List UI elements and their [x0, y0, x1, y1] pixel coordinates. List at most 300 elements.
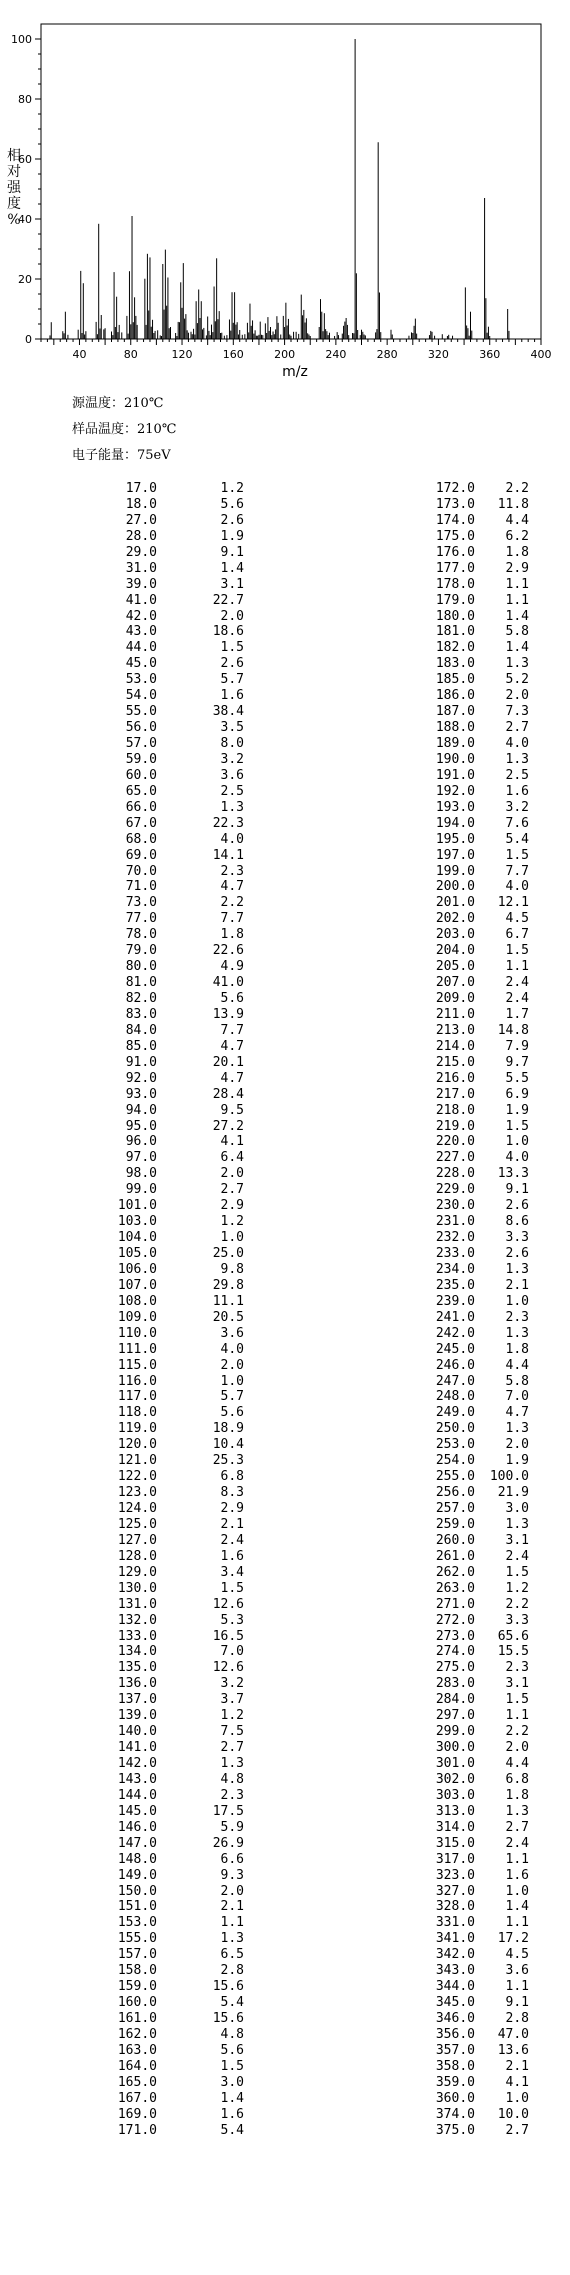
peak-row	[0, 561, 285, 577]
peak-row	[285, 1326, 570, 1342]
peak-mz: 141.0	[117, 1740, 157, 1756]
peak-intensity: 15.6	[212, 1979, 244, 1995]
peak-mz: 227.0	[435, 1150, 475, 1166]
peak-mz: 317.0	[435, 1851, 475, 1867]
peak-intensity: 22.3	[212, 815, 244, 831]
peak-mz: 124.0	[117, 1501, 157, 1516]
peak-intensity: 2.8	[220, 1963, 244, 1979]
peak-row	[285, 1405, 570, 1421]
y-axis-label	[7, 147, 22, 228]
peak-mz: 67.0	[125, 815, 157, 831]
peak-mz: 374.0	[435, 2106, 475, 2122]
peak-row	[0, 1182, 285, 1198]
peak-intensity: 7.7	[220, 1022, 244, 1038]
peak-mz: 55.0	[125, 704, 157, 720]
peak-mz: 96.0	[125, 1134, 157, 1150]
peak-row	[0, 1437, 285, 1453]
peak-row	[0, 1581, 285, 1597]
peak-row	[285, 513, 570, 529]
x-tick-label: 240	[325, 348, 347, 361]
peak-intensity: 8.3	[220, 1485, 244, 1501]
peak-mz: 29.0	[125, 544, 157, 560]
peak-intensity: 6.9	[505, 1086, 529, 1102]
peak-row	[0, 1549, 285, 1565]
peak-row	[285, 1549, 570, 1565]
peak-mz: 263.0	[435, 1580, 475, 1596]
peak-intensity: 1.3	[505, 1421, 529, 1437]
peak-mz: 255.0	[435, 1469, 475, 1485]
peak-intensity: 1.2	[220, 1708, 244, 1724]
peak-mz: 343.0	[435, 1963, 475, 1979]
peak-mz: 91.0	[125, 1054, 157, 1070]
peak-intensity: 5.6	[220, 1405, 244, 1421]
peak-row	[0, 720, 285, 736]
peak-intensity: 4.7	[505, 1405, 529, 1421]
peak-row	[285, 1485, 570, 1501]
peak-intensity: 2.5	[505, 767, 529, 783]
peak-row	[285, 2011, 570, 2027]
peak-mz: 136.0	[117, 1676, 157, 1692]
peak-intensity: 7.0	[505, 1389, 529, 1405]
peak-intensity: 3.7	[220, 1692, 244, 1708]
peak-mz: 120.0	[117, 1437, 157, 1453]
peak-mz: 39.0	[125, 576, 157, 592]
peak-mz: 101.0	[117, 1198, 157, 1214]
peak-row	[285, 1166, 570, 1182]
peak-intensity: 1.0	[505, 1883, 529, 1899]
peak-intensity: 18.9	[212, 1421, 244, 1437]
peak-row	[0, 1485, 285, 1501]
peak-mz: 159.0	[117, 1979, 157, 1995]
peak-row	[285, 1836, 570, 1852]
peak-mz: 177.0	[435, 560, 475, 576]
peak-intensity: 2.4	[505, 975, 529, 991]
peak-row	[285, 1501, 570, 1517]
peak-intensity: 2.6	[220, 512, 244, 528]
peak-intensity: 6.6	[220, 1851, 244, 1867]
peak-intensity: 1.8	[505, 544, 529, 560]
peak-mz: 178.0	[435, 576, 475, 592]
peak-mz: 66.0	[125, 799, 157, 815]
peak-intensity: 1.1	[505, 1979, 529, 1995]
peak-mz: 242.0	[435, 1325, 475, 1341]
peak-intensity: 4.5	[505, 1947, 529, 1963]
peak-mz: 232.0	[435, 1230, 475, 1246]
peak-mz: 169.0	[117, 2106, 157, 2122]
peak-intensity: 1.9	[505, 1102, 529, 1118]
peak-row	[0, 2059, 285, 2075]
peak-mz: 27.0	[125, 512, 157, 528]
peak-mz: 188.0	[435, 720, 475, 736]
peak-mz: 157.0	[117, 1947, 157, 1963]
peak-mz: 179.0	[435, 592, 475, 608]
peak-row	[285, 720, 570, 736]
peak-mz: 313.0	[435, 1803, 475, 1819]
peak-row	[0, 1565, 285, 1581]
peak-intensity: 47.0	[497, 2026, 529, 2042]
peak-row	[0, 1772, 285, 1788]
peak-intensity: 4.7	[220, 1070, 244, 1086]
peak-row	[0, 640, 285, 656]
peak-mz: 147.0	[117, 1835, 157, 1851]
peak-intensity: 3.2	[220, 1676, 244, 1692]
peak-mz: 228.0	[435, 1166, 475, 1182]
peak-mz: 151.0	[117, 1899, 157, 1915]
peak-row	[0, 1405, 285, 1421]
peak-row	[285, 1150, 570, 1166]
peak-row	[0, 2123, 285, 2139]
peak-intensity: 20.5	[212, 1309, 244, 1325]
peak-intensity: 2.0	[220, 1357, 244, 1373]
peak-intensity: 2.8	[505, 2011, 529, 2026]
peak-intensity: 2.9	[505, 560, 529, 576]
peak-mz: 45.0	[125, 656, 157, 672]
peak-row	[285, 1756, 570, 1772]
peak-intensity: 11.1	[212, 1293, 244, 1309]
peak-row	[0, 1087, 285, 1103]
peak-mz: 68.0	[125, 831, 157, 847]
peak-mz: 182.0	[435, 640, 475, 656]
peak-intensity: 12.1	[497, 895, 529, 911]
peak-mz: 303.0	[435, 1787, 475, 1803]
peak-mz: 42.0	[125, 608, 157, 624]
peak-row	[285, 1533, 570, 1549]
peak-row	[285, 1134, 570, 1150]
peak-row	[0, 864, 285, 880]
peak-row	[0, 1613, 285, 1629]
peak-mz: 94.0	[125, 1102, 157, 1118]
peak-row	[0, 848, 285, 864]
spectrum-bars	[50, 39, 509, 339]
peak-mz: 53.0	[125, 672, 157, 688]
peak-mz: 218.0	[435, 1102, 475, 1118]
peak-row	[0, 1023, 285, 1039]
peak-mz: 119.0	[117, 1421, 157, 1437]
peak-intensity: 1.0	[505, 2090, 529, 2106]
peak-intensity: 8.6	[505, 1214, 529, 1230]
peak-row	[0, 895, 285, 911]
peak-row	[0, 991, 285, 1007]
peak-row	[0, 481, 285, 497]
peak-mz: 132.0	[117, 1612, 157, 1628]
peak-mz: 167.0	[117, 2090, 157, 2106]
peak-row	[285, 1692, 570, 1708]
peak-intensity: 1.5	[505, 943, 529, 959]
peak-intensity: 10.4	[212, 1437, 244, 1453]
peak-row	[0, 1724, 285, 1740]
peak-row	[0, 1055, 285, 1071]
peak-mz: 59.0	[125, 751, 157, 767]
y-tick-label: 60	[18, 153, 32, 166]
peak-row	[0, 736, 285, 752]
peak-row	[285, 1884, 570, 1900]
peak-mz: 272.0	[435, 1612, 475, 1628]
peak-mz: 155.0	[117, 1931, 157, 1947]
peak-intensity: 7.9	[505, 1038, 529, 1054]
peak-row	[285, 497, 570, 513]
peak-row	[285, 2123, 570, 2139]
peak-row	[0, 1278, 285, 1294]
peak-mz: 314.0	[435, 1819, 475, 1835]
peak-intensity: 2.0	[220, 608, 244, 624]
peak-mz: 193.0	[435, 799, 475, 815]
peak-intensity: 41.0	[212, 975, 244, 991]
peak-row	[285, 1071, 570, 1087]
peak-mz: 97.0	[125, 1150, 157, 1166]
peak-intensity: 4.4	[505, 512, 529, 528]
peak-mz: 181.0	[435, 624, 475, 640]
peak-mz: 125.0	[117, 1516, 157, 1532]
peak-mz: 145.0	[117, 1803, 157, 1819]
peak-intensity: 3.2	[220, 751, 244, 767]
peak-mz: 78.0	[125, 927, 157, 943]
peak-row	[0, 1342, 285, 1358]
peak-intensity: 3.5	[220, 720, 244, 736]
peak-row	[0, 1501, 285, 1517]
peak-row	[285, 752, 570, 768]
peak-row	[285, 561, 570, 577]
peak-intensity: 1.3	[220, 1931, 244, 1947]
peak-intensity: 3.1	[505, 1532, 529, 1548]
peak-intensity: 10.0	[497, 2106, 529, 2122]
peak-intensity: 3.6	[220, 767, 244, 783]
peak-intensity: 2.2	[505, 1724, 529, 1740]
peak-intensity: 1.5	[505, 1564, 529, 1580]
peak-intensity: 6.8	[220, 1469, 244, 1485]
peak-row	[0, 1214, 285, 1230]
peak-row	[285, 1358, 570, 1374]
peak-intensity: 5.8	[505, 1373, 529, 1389]
peak-intensity: 2.3	[505, 1660, 529, 1676]
peak-row	[285, 1214, 570, 1230]
peak-row	[285, 1039, 570, 1055]
peak-row	[0, 513, 285, 529]
peak-mz: 344.0	[435, 1979, 475, 1995]
peak-mz: 239.0	[435, 1293, 475, 1309]
peak-row	[285, 895, 570, 911]
peak-row	[285, 864, 570, 880]
peak-mz: 211.0	[435, 1006, 475, 1022]
peak-row	[0, 1389, 285, 1405]
peak-intensity: 5.6	[220, 496, 244, 512]
peak-mz: 153.0	[117, 1915, 157, 1931]
peak-row	[285, 704, 570, 720]
peak-row	[285, 1852, 570, 1868]
peak-mz: 197.0	[435, 847, 475, 863]
peak-intensity: 13.3	[497, 1166, 529, 1182]
peak-mz: 134.0	[117, 1644, 157, 1660]
peak-row	[285, 1262, 570, 1278]
peak-mz: 209.0	[435, 991, 475, 1006]
peak-row	[285, 736, 570, 752]
peak-row	[285, 1740, 570, 1756]
peak-mz: 248.0	[435, 1389, 475, 1405]
peak-row	[285, 1023, 570, 1039]
peak-mz: 106.0	[117, 1261, 157, 1277]
peak-mz: 215.0	[435, 1054, 475, 1070]
x-tick-label: 320	[427, 348, 449, 361]
peak-row	[285, 545, 570, 561]
peak-mz: 231.0	[435, 1214, 475, 1230]
peak-mz: 229.0	[435, 1182, 475, 1198]
y-tick-label: 80	[18, 93, 32, 106]
peak-row	[285, 1103, 570, 1119]
peak-mz: 199.0	[435, 863, 475, 879]
peak-row	[0, 1198, 285, 1214]
peak-mz: 107.0	[117, 1277, 157, 1293]
peak-intensity: 2.3	[220, 863, 244, 879]
peak-row	[0, 1836, 285, 1852]
peak-intensity: 4.1	[505, 2074, 529, 2090]
peak-mz: 117.0	[117, 1389, 157, 1405]
peak-intensity: 3.6	[220, 1325, 244, 1341]
peak-mz: 57.0	[125, 736, 157, 751]
peak-intensity: 4.0	[220, 1341, 244, 1357]
peak-row	[0, 1804, 285, 1820]
peak-row	[0, 497, 285, 513]
peak-intensity: 1.9	[505, 1453, 529, 1469]
peak-intensity: 2.9	[220, 1198, 244, 1214]
peak-intensity: 2.2	[505, 1596, 529, 1612]
peak-row	[0, 911, 285, 927]
peak-intensity: 2.7	[505, 2122, 529, 2138]
peak-mz: 79.0	[125, 943, 157, 959]
peak-mz: 122.0	[117, 1469, 157, 1485]
peak-row	[0, 1262, 285, 1278]
peak-mz: 302.0	[435, 1771, 475, 1787]
peak-intensity: 13.6	[497, 2042, 529, 2058]
peak-row	[0, 1310, 285, 1326]
peak-mz: 70.0	[125, 863, 157, 879]
peak-row	[285, 1374, 570, 1390]
peak-row	[285, 1087, 570, 1103]
peak-row	[0, 1740, 285, 1756]
peak-mz: 54.0	[125, 688, 157, 704]
peak-row	[285, 1581, 570, 1597]
peak-intensity: 1.0	[505, 1293, 529, 1309]
peak-mz: 109.0	[117, 1309, 157, 1325]
peak-mz: 261.0	[435, 1548, 475, 1564]
peak-row	[0, 1629, 285, 1645]
peak-mz: 271.0	[435, 1596, 475, 1612]
peak-intensity: 4.5	[505, 911, 529, 927]
x-tick-label: 280	[376, 348, 398, 361]
peak-mz: 253.0	[435, 1437, 475, 1453]
peak-mz: 186.0	[435, 688, 475, 704]
peak-mz: 203.0	[435, 927, 475, 943]
peak-row	[285, 1055, 570, 1071]
peak-intensity: 29.8	[212, 1277, 244, 1293]
peak-intensity: 5.6	[220, 991, 244, 1006]
peak-mz: 82.0	[125, 991, 157, 1006]
peak-intensity: 16.5	[212, 1628, 244, 1644]
peak-mz: 103.0	[117, 1214, 157, 1230]
peak-row	[285, 1676, 570, 1692]
peak-row	[0, 1119, 285, 1135]
peak-intensity: 2.1	[220, 1516, 244, 1532]
peak-intensity: 15.5	[497, 1644, 529, 1660]
peak-intensity: 1.1	[220, 1915, 244, 1931]
peak-intensity: 7.6	[505, 815, 529, 831]
peak-row	[0, 672, 285, 688]
peak-intensity: 2.1	[220, 1899, 244, 1915]
peak-mz: 129.0	[117, 1564, 157, 1580]
peak-row	[285, 1230, 570, 1246]
peak-intensity: 1.6	[505, 783, 529, 799]
peak-intensity: 5.8	[505, 624, 529, 640]
peak-row	[285, 624, 570, 640]
peak-mz: 115.0	[117, 1357, 157, 1373]
peak-intensity: 1.0	[505, 1134, 529, 1150]
peak-row	[0, 1597, 285, 1613]
peak-row	[0, 1326, 285, 1342]
peak-intensity: 3.4	[220, 1564, 244, 1580]
peak-row	[0, 529, 285, 545]
peak-row	[285, 1629, 570, 1645]
peak-row	[285, 1660, 570, 1676]
peak-row	[0, 624, 285, 640]
peak-row	[285, 2107, 570, 2123]
peak-intensity: 9.8	[220, 1261, 244, 1277]
peak-mz: 171.0	[117, 2122, 157, 2138]
y-tick-label: 0	[25, 333, 32, 346]
peak-mz: 202.0	[435, 911, 475, 927]
peak-mz: 176.0	[435, 544, 475, 560]
mass-spectrum-chart	[0, 0, 570, 380]
peak-mz: 143.0	[117, 1771, 157, 1787]
peak-row	[285, 2091, 570, 2107]
peak-intensity: 5.4	[220, 1995, 244, 2011]
peak-intensity: 5.2	[505, 672, 529, 688]
peak-row	[285, 1517, 570, 1533]
peak-intensity: 1.3	[505, 1325, 529, 1341]
peak-mz: 323.0	[435, 1867, 475, 1883]
peak-intensity: 28.4	[212, 1086, 244, 1102]
peak-row	[0, 1915, 285, 1931]
peak-row	[285, 640, 570, 656]
peak-intensity: 1.4	[220, 560, 244, 576]
peak-row	[285, 1915, 570, 1931]
peak-intensity: 3.1	[220, 576, 244, 592]
peak-intensity: 1.5	[220, 640, 244, 656]
peak-intensity: 5.7	[220, 1389, 244, 1405]
peak-mz: 17.0	[125, 481, 157, 496]
peak-row	[285, 1899, 570, 1915]
peak-mz: 71.0	[125, 879, 157, 895]
peak-intensity: 5.4	[220, 2122, 244, 2138]
peak-mz: 130.0	[117, 1580, 157, 1596]
peak-intensity: 1.3	[220, 1756, 244, 1771]
peak-intensity: 2.0	[505, 688, 529, 704]
x-tick-label: 360	[479, 348, 501, 361]
peak-intensity: 1.7	[505, 1006, 529, 1022]
peak-mz: 118.0	[117, 1405, 157, 1421]
peak-row	[0, 1995, 285, 2011]
peak-intensity: 1.8	[505, 1341, 529, 1357]
peak-mz: 173.0	[435, 496, 475, 512]
peak-mz: 146.0	[117, 1819, 157, 1835]
peak-intensity: 1.4	[220, 2090, 244, 2106]
x-axis	[41, 339, 552, 361]
peak-mz: 297.0	[435, 1708, 475, 1724]
peak-mz: 274.0	[435, 1644, 475, 1660]
x-axis-label: m/z	[282, 364, 308, 380]
peak-mz: 56.0	[125, 720, 157, 736]
peak-intensity: 12.6	[212, 1660, 244, 1676]
peak-intensity: 1.0	[220, 1373, 244, 1389]
peak-mz: 28.0	[125, 528, 157, 544]
peak-mz: 341.0	[435, 1931, 475, 1947]
